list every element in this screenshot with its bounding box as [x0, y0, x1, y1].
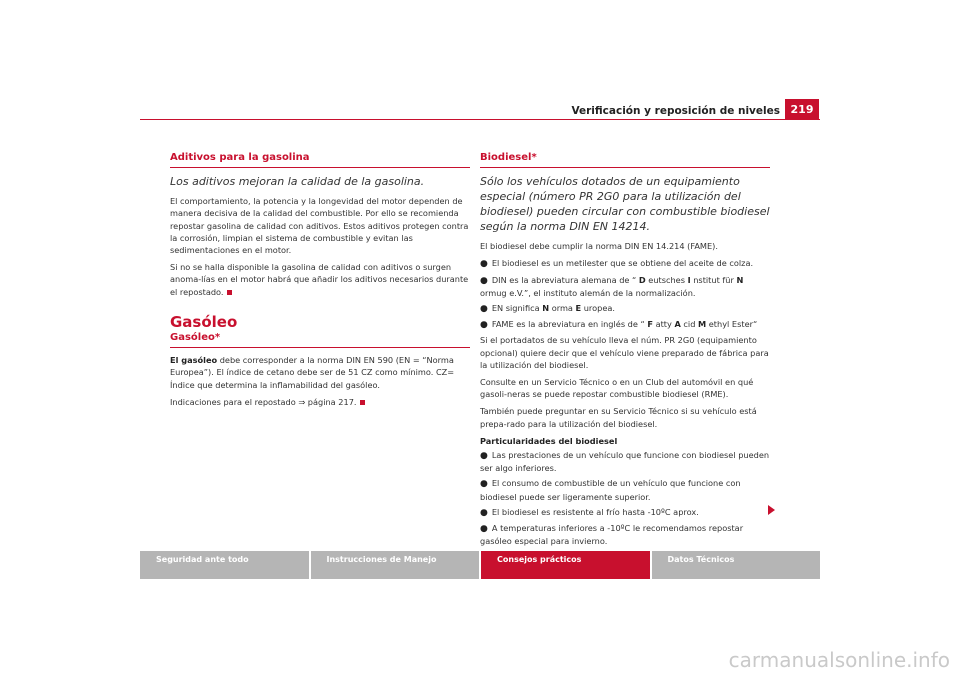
- footer-tab-seguridad[interactable]: Seguridad ante todo: [140, 551, 309, 579]
- bullet-item: ● A temperaturas inferiores a -10ºC le recomendamos repostar gasóleo especial para invierno.: [480, 523, 744, 547]
- paragraph: También puede preguntar en su Servicio Técnico si su vehículo está prepa-rado para la utilización del biodiesel.: [480, 406, 757, 429]
- bullet-icon: ●: [480, 259, 488, 270]
- watermark: carmanualsonline.info: [728, 648, 950, 672]
- bullet-icon: ●: [480, 275, 488, 286]
- bullet-item: ● DIN es la abreviatura alemana de “ D eutsches I nstitut für N ormug e.V.”, el instituto alemán de la normalización.: [480, 274, 744, 298]
- bullet-icon: ●: [480, 304, 488, 315]
- section-subtitle-aditivos: Los aditivos mejoran la calidad de la gasolina.: [170, 175, 425, 189]
- footer-tab-consejos[interactable]: Consejos prácticos: [481, 551, 650, 579]
- paragraph: El biodiesel debe cumplir la norma DIN EN 14.214 (FAME).: [480, 241, 718, 252]
- page-number: 219: [785, 99, 819, 119]
- footer-tab-instrucciones[interactable]: Instrucciones de Manejo: [311, 551, 480, 579]
- section-heading-gasoleo: Gasóleo*: [170, 332, 470, 348]
- section-subtitle-biodiesel: Sólo los vehículos dotados de un equipamiento especial (número PR 2G0 para la utilización del biodiesel) pueden circular con combustible biodiesel según la norma DIN EN 14214.: [480, 175, 770, 234]
- paragraph: El comportamiento, la potencia y la longevidad del motor dependen de manera decisiva de la calidad del combustible. Por ello se recomienda repostar gasolina de calidad con aditivos. Estos aditivos protegen contra la corrosión, limpian el sistema de combustible y evitan las sedimentaciones en el motor.: [170, 196, 469, 256]
- footer-tab-datos[interactable]: Datos Técnicos: [652, 551, 821, 579]
- end-mark-icon: [360, 400, 365, 405]
- continue-arrow-icon: [768, 505, 775, 515]
- bullet-icon: ●: [480, 524, 488, 535]
- header-rule: [140, 119, 820, 120]
- subheading-particularidades: Particularidades del biodiesel: [480, 435, 618, 446]
- bullet-item: ● El biodiesel es un metilester que se obtiene del aceite de colza.: [480, 258, 754, 270]
- left-column: [170, 152, 470, 413]
- header-title: Verificación y reposición de niveles: [571, 105, 780, 117]
- chapter-heading-gasoleo: Gasóleo: [170, 312, 238, 331]
- paragraph: El gasóleo debe corresponder a la norma DIN EN 590 (EN = “Norma Europea”). El índice de cetano debe ser de 51 CZ como mínimo. CZ= Índice que determina la inflamabilidad del gasóleo.: [170, 355, 455, 390]
- cross-reference[interactable]: Indicaciones para el repostado ⇒ página 217.: [170, 396, 470, 408]
- bullet-icon: ●: [480, 479, 488, 490]
- bullet-item: ● FAME es la abreviatura en inglés de “ F atty A cid M ethyl Ester“: [480, 319, 758, 331]
- bullet-icon: ●: [480, 507, 488, 518]
- section-heading-aditivos: Aditivos para la gasolina: [170, 152, 470, 168]
- bullet-icon: ●: [480, 320, 488, 331]
- bullet-item: ● Las prestaciones de un vehículo que funcione con biodiesel pueden ser algo inferiores.: [480, 450, 770, 474]
- bullet-icon: ●: [480, 451, 488, 462]
- paragraph: Consulte en un Servicio Técnico o en un Club del automóvil en qué gasoli-neras se puede repostar combustible biodiesel (RME).: [480, 377, 754, 400]
- footer-nav: [140, 551, 820, 579]
- end-mark-icon: [227, 290, 232, 295]
- right-column: [480, 152, 770, 550]
- paragraph: Si no se halla disponible la gasolina de calidad con aditivos o surgen anoma-lías en el motor habrá que añadir los aditivos necesarios durante el repostado.: [170, 262, 469, 297]
- bullet-item: ● El consumo de combustible de un vehículo que funcione con biodiesel puede ser ligeramente superior.: [480, 478, 741, 502]
- bullet-item: ● El biodiesel es resistente al frío hasta -10ºC aprox.: [480, 506, 699, 518]
- paragraph: Si el portadatos de su vehículo lleva el núm. PR 2G0 (equipamiento opcional) quiere decir que el vehículo viene preparado de fábrica para la utilización del biodiesel.: [480, 335, 769, 370]
- bullet-item: ● EN significa N orma E uropea.: [480, 303, 615, 315]
- section-heading-biodiesel: Biodiesel*: [480, 152, 770, 168]
